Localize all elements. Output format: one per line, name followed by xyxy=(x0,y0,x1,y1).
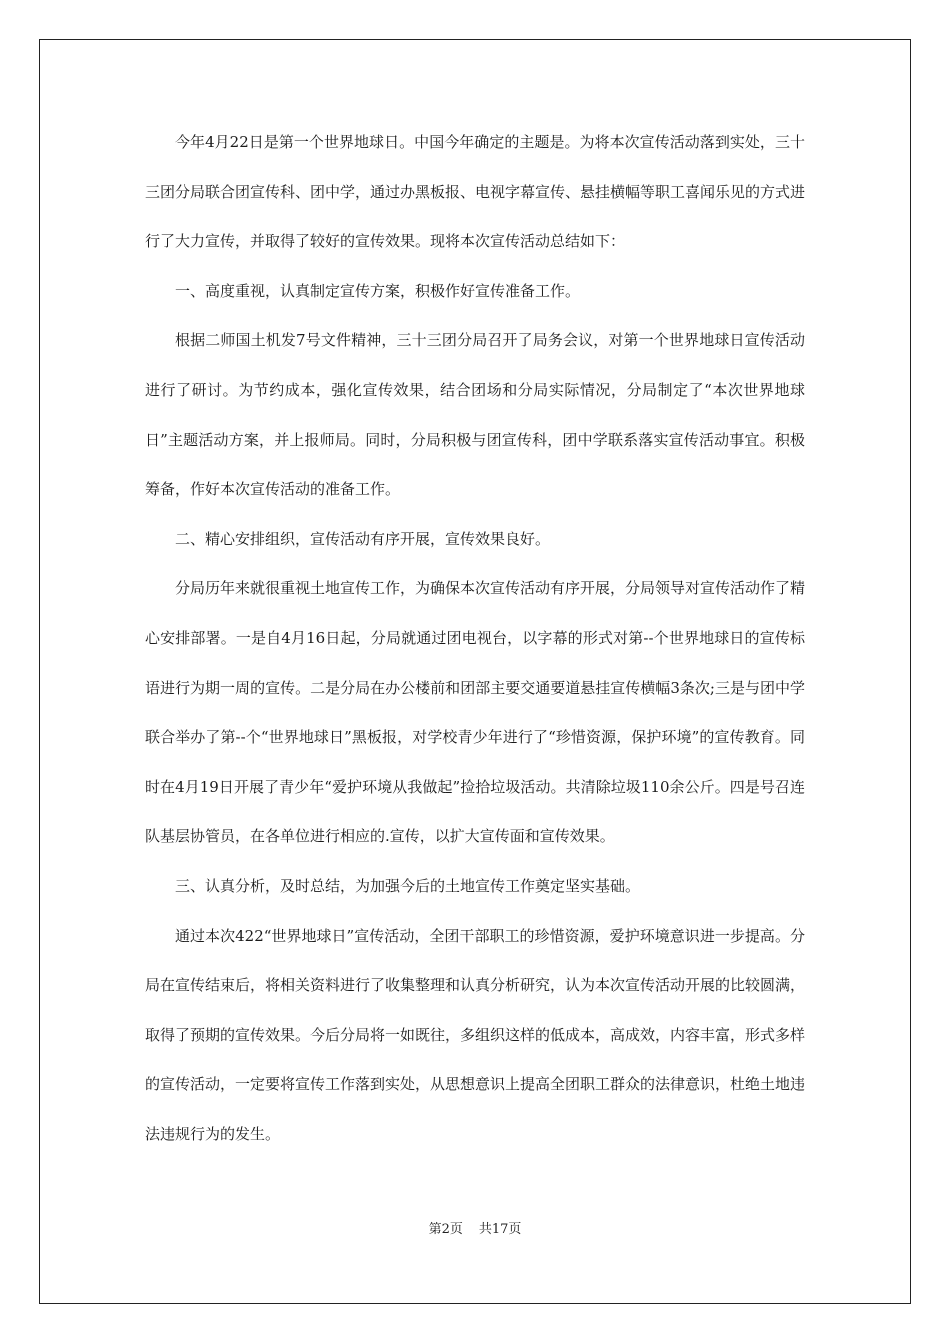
document-body xyxy=(145,118,805,1159)
paragraph-section-1: 根据二师国土机发7号文件精神，三十三团分局召开了局务会议，对第一个世界地球日宣传活动进行了研讨。为节约成本，强化宣传效果，结合团场和分局实际情况，分局制定了“本次世界地球日”主题活动方案，并上报师局。同时，分局积极与团宣传科，团中学联系落实宣传活动事宜。积极筹备，作好本次宣传活动的准备工作。 xyxy=(145,331,805,499)
paragraph-section-3: 通过本次422“世界地球日”宣传活动，全团干部职工的珍惜资源，爱护环境意识进一步提高。分局在宣传结束后，将相关资料进行了收集整理和认真分析研究，认为本次宣传活动开展的比较圆满，取得了预期的宣传效果。今后分局将一如既往，多组织这样的低成本，高成效，内容丰富，形式多样的宣传活动，一定要将宣传工作落到实处，从思想意识上提高全团职工群众的法律意识，杜绝土地违法违规行为的发生。 xyxy=(145,926,806,1143)
section-heading-1: 一、高度重视，认真制定宣传方案，积极作好宣传准备工作。 xyxy=(175,281,581,300)
page-footer xyxy=(0,1218,950,1237)
page-number: 第2页 xyxy=(428,1222,463,1237)
section-heading-3: 三、认真分析，及时总结，为加强今后的土地宣传工作奠定坚实基础。 xyxy=(175,876,641,895)
page-total: 共17页 xyxy=(478,1222,522,1237)
paragraph-section-2: 分局历年来就很重视土地宣传工作，为确保本次宣传活动有序开展，分局领导对宣传活动作了精心安排部署。一是自4月16日起，分局就通过团电视台，以字幕的形式对第--个世界地球日的宣传标语进行为期一周的宣传。二是分局在办公楼前和团部主要交通要道悬挂宣传横幅3条次;三是与团中学联合举办了第--个“世界地球日”黑板报，对学校青少年进行了“珍惜资源，保护环境”的宣传教育。同时在4月19日开展了青少年“爱护环境从我做起”捡拾垃圾活动。共清除垃圾110余公斤。四是号召连队基层协管员，在各单位进行相应的.宣传，以扩大宣传面和宣传效果。 xyxy=(145,579,806,846)
paragraph-intro: 今年4月22日是第一个世界地球日。中国今年确定的主题是。为将本次宣传活动落到实处，三十三团分局联合团宣传科、团中学，通过办黑板报、电视字幕宣传、悬挂横幅等职工喜闻乐见的方式进行了大力宣传，并取得了较好的宣传效果。现将本次宣传活动总结如下： xyxy=(145,133,806,251)
section-heading-2: 二、精心安排组织，宣传活动有序开展，宣传效果良好。 xyxy=(175,529,551,548)
